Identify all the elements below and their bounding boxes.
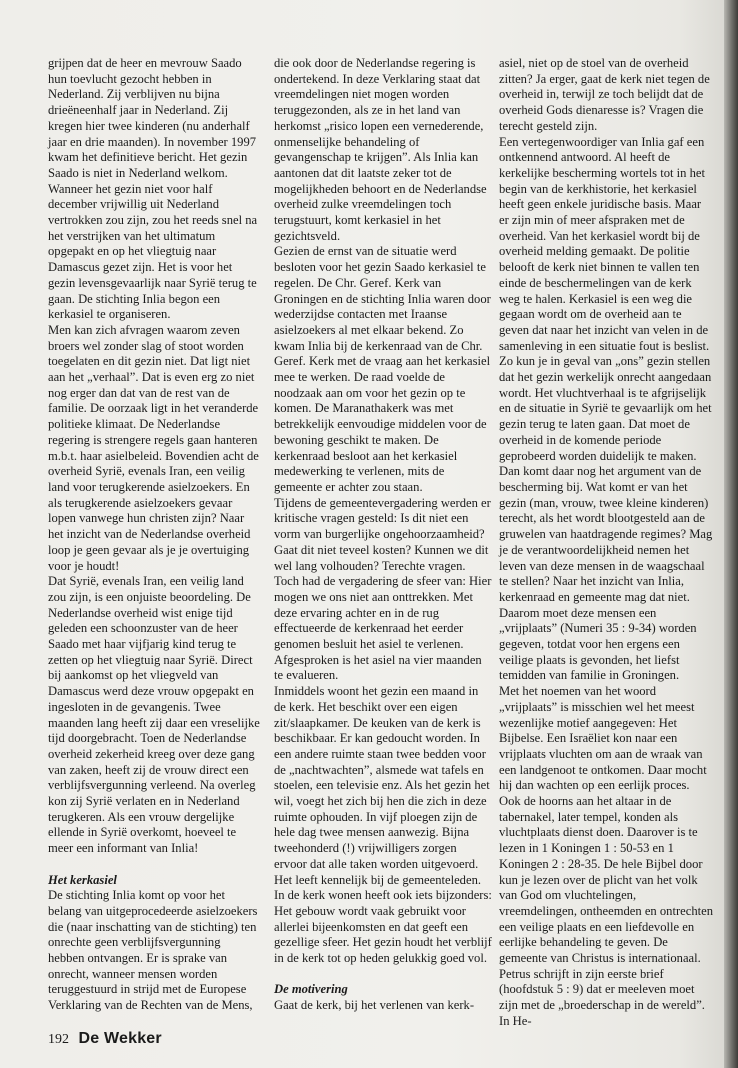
magazine-title: De Wekker [78,1030,162,1047]
paragraph: Zo kun je in geval van „ons” gezin stellen dat het gezin werkelijk onrecht aangedaan wordt. Het vluchtverhaal is te afgrijselijk en de situatie in Syrië te gevaarlijk om het gezin terug te laten gaan. Dat moet de overheid in de komende periode geprobeerd worden duidelijk te maken. Dan komt daar nog het argument van de bescherming bij. Wat komt er van het gezin (man, vrouw, twee kleine kinderen) terecht, als het wordt blootgesteld aan de gruwelen van haatdragende regimes? Mag je de verantwoordelijkheid nemen het leven van deze mensen in de waagschaal te stellen? Naar het inzicht van Inlia, kerkenraad en gemeente mag dat niet. Daarom moet deze mensen een „vrijplaats” (Numeri 35 : 9-34) worden gegeven, totdat voor hen ergens een veilige plaats is gevonden, het liefst temidden van familie in Groningen. [499,354,713,683]
paragraph: Dat Syrië, evenals Iran, een veilig land zou zijn, is een onjuiste beoordeling. De Nederlandse overheid wist enige tijd geleden een schoonzuster van de heer Saado met haar vijfjarig kind terug te zetten op het vliegtuig naar Syrië. Direct bij aankomst op het vliegveld van Damascus werd deze vrouw opgepakt en ingesloten in de gevangenis. Twee maanden lang heeft zij daar een vreselijke tijd doorgebracht. Toen de Nederlandse overheid zekerheid kreeg over deze gang van zaken, heeft zij de vrouw direct een verblijfsvergunning verleend. Na overleg kon zij Syrië verlaten en in Nederland terugkeren. Als een vrouw dergelijke ellende in Syrië overkomt, hoeveel te meer een informant van Inlia! [48,574,260,856]
paragraph: die ook door de Nederlandse regering is ondertekend. In deze Verklaring staat dat vreemdelingen niet mogen worden teruggezonden, als ze in het land van herkomst „risico lopen een vernederende, onmenselijke behandeling of gevangenschap te krijgen”. Als Inlia kan aantonen dat dit laatste zeker tot de mogelijkheden behoort en de Nederlandse overheid zulke vreemdelingen toch terugstuurt, komt kerkasiel in het gezichtsveld. [274,56,487,243]
spacer [274,967,492,983]
section-heading: De motivering [274,982,348,997]
paragraph: Gezien de ernst van de situatie werd besloten voor het gezin Saado kerkasiel te regelen. De Chr. Geref. Kerk van Groningen en de stichting Inlia waren door wederzijdse contacten met Iraanse asielzoekers al met elkaar bekend. Zo kwam Inlia bij de kerkenraad van de Chr. Geref. Kerk met de vraag aan het kerkasiel mee te werken. De raad voelde de noodzaak aan om voor het gezin op te komen. De Maranathakerk was met betrekkelijk eenvoudige middelen voor de bewoning geschikt te maken. De kerkenraad besloot aan het kerkasiel medewerking te verlenen, mits de gemeente er achter zou staan. [274,244,491,494]
section-heading: Het kerkasiel [48,872,117,887]
spacer [48,857,260,873]
paragraph: Gaat de kerk, bij het verlenen van kerk- [274,998,475,1013]
paragraph: Inmiddels woont het gezin een maand in de kerk. Het beschikt over een eigen zit/slaapkamer. De keuken van de kerk is beschikbaar. Er kan gedoucht worden. In een andere ruimte staan twee bedden voor de „nachtwachten”, alsmede wat tafels en stoelen, een televisie enz. Als het gezin het wil, voegt het zich bij hen die zich in deze ruimte ophouden. In vijf ploegen zijn de hele dag twee mensen aanwezig. Bijna tweehonderd (!) vrijwilligers zorgen ervoor dat alle taken worden uitgevoerd. Het leeft kennelijk bij de gemeenteleden. In de kerk wonen heeft ook iets bijzonders: Het gebouw wordt vaak gebruikt voor allerlei bijeenkomsten en dat geeft een gezellige sfeer. Het gezin houdt het verblijf in de kerk tot op heden gelukkig goed vol. [274,684,492,966]
paragraph: Een vertegenwoordiger van Inlia gaf een ontkennend antwoord. Al heeft de kerkelijke bescherming wortels tot in het begin van de kerkhistorie, het kerkasiel heeft geen enkele juridische basis. Maar er zijn min of meer afspraken met de overheid. Van het kerkasiel wordt bij de overheid melding gemaakt. De politie belooft de kerk niet binnen te vallen ten einde de beschermelingen van de kerk weg te halen. Kerkasiel is een weg die gegaan wordt om de overheid aan te geven dat naar het inzicht van velen in de samenleving in een situatie fout is beslist. [499,134,710,353]
page-number: 192 [48,1032,69,1047]
text-column-3 [499,56,713,1030]
text-column-1 [48,56,260,1014]
paragraph: Met het noemen van het woord „vrijplaats” is misschien wel het meest wezenlijke motief aangegeven: Het Bijbelse. Een Israëliet kon naar een vrijplaats vluchten om aan de wraak van een landgenoot te ontkomen. Daar mocht hij dan wachten op een eerlijk proces. Ook de hoorns aan het altaar in de tabernakel, later tempel, konden als vluchtplaats dienst doen. Daarover is te lezen in 1 Koningen 1 : 50-53 en 1 Koningen 2 : 28-35. De hele Bijbel door kun je lezen over de plicht van het volk van God om vluchtelingen, vreemdelingen, ontheemden en ontrechten een veilige plaats en een liefdevolle en eerlijke behandeling te geven. De gemeente van Christus is internationaal. Petrus schrijft in zijn eerste brief (hoofdstuk 5 : 9) dat er meeleven moet zijn met de „broederschap in de wereld”. In He- [499,684,714,1028]
page-footer [48,1031,162,1048]
paragraph: grijpen dat de heer en mevrouw Saado hun toevlucht gezocht hebben in Nederland. Zij verblijven nu bijna drieëneenhalf jaar in Nederland. Zij kregen hier twee kinderen (nu anderhalf jaar en drie maanden). In november 1997 kwam het definitieve bericht. Het gezin Saado is niet in Nederland welkom. Wanneer het gezin niet voor half december vrijwillig uit Nederland vertrokken zou zijn, zou het reeds snel na het verstrijken van het ultimatum opgepakt en op het vliegtuig naar Damascus gezet zijn. Het is voor het gezin levensgevaarlijk naar Syrië terug te gaan. De stichting Inlia begon een kerkasiel te organiseren. [48,56,258,322]
paragraph: asiel, niet op de stoel van de overheid zitten? Ja erger, gaat de kerk niet tegen de overheid in, terwijl ze toch belijdt dat de overheid Gods dienaresse is? Vragen die terecht gesteld zijn. [499,56,710,133]
paragraph: Tijdens de gemeentevergadering werden er kritische vragen gesteld: Is dit niet een vorm van burgerlijke ongehoorzaamheid? Gaat dit niet teveel kosten? Kunnen we dit wel lang volhouden? Terechte vragen. Toch had de vergadering de sfeer van: Hier mogen we ons niet aan onttrekken. Met deze ervaring achter en in de rug effectueerde de kerkenraad het eerder genomen besluit het asiel te verlenen. Afgesproken is het asiel na vier maanden te evalueren. [274,495,492,683]
text-column-2 [274,56,492,1014]
paragraph: De stichting Inlia komt op voor het belang van uitgeprocedeerde asielzoekers die (naar inschatting van de stichting) ten onrechte geen verblijfsvergunning hebben ontvangen. Er is sprake van onrecht, wanneer mensen worden teruggestuurd in strijd met de Europese Verklaring van de Rechten van de Mens, [48,888,258,1013]
binding-shadow [724,0,738,1068]
paragraph: Men kan zich afvragen waarom zeven broers wel zonder slag of stoot worden toegelaten en dit gezin niet. Dat ligt niet aan het „verhaal”. Dat is even erg zo niet nog erger dan dat van de rest van de familie. De oorzaak ligt in het veranderde politieke klimaat. De Nederlandse regering is strengere regels gaan hanteren m.b.t. haar asielbeleid. Bovendien acht de overheid Syrië, evenals Iran, een veilig land voor terugkerende asielzoekers. En als terugkerende asielzoekers gevaar lopen vanwege hun christen zijn? Naar het inzicht van de Nederlandse overheid loop je geen gevaar als je je overtuiging voor je houdt! [48,322,259,573]
